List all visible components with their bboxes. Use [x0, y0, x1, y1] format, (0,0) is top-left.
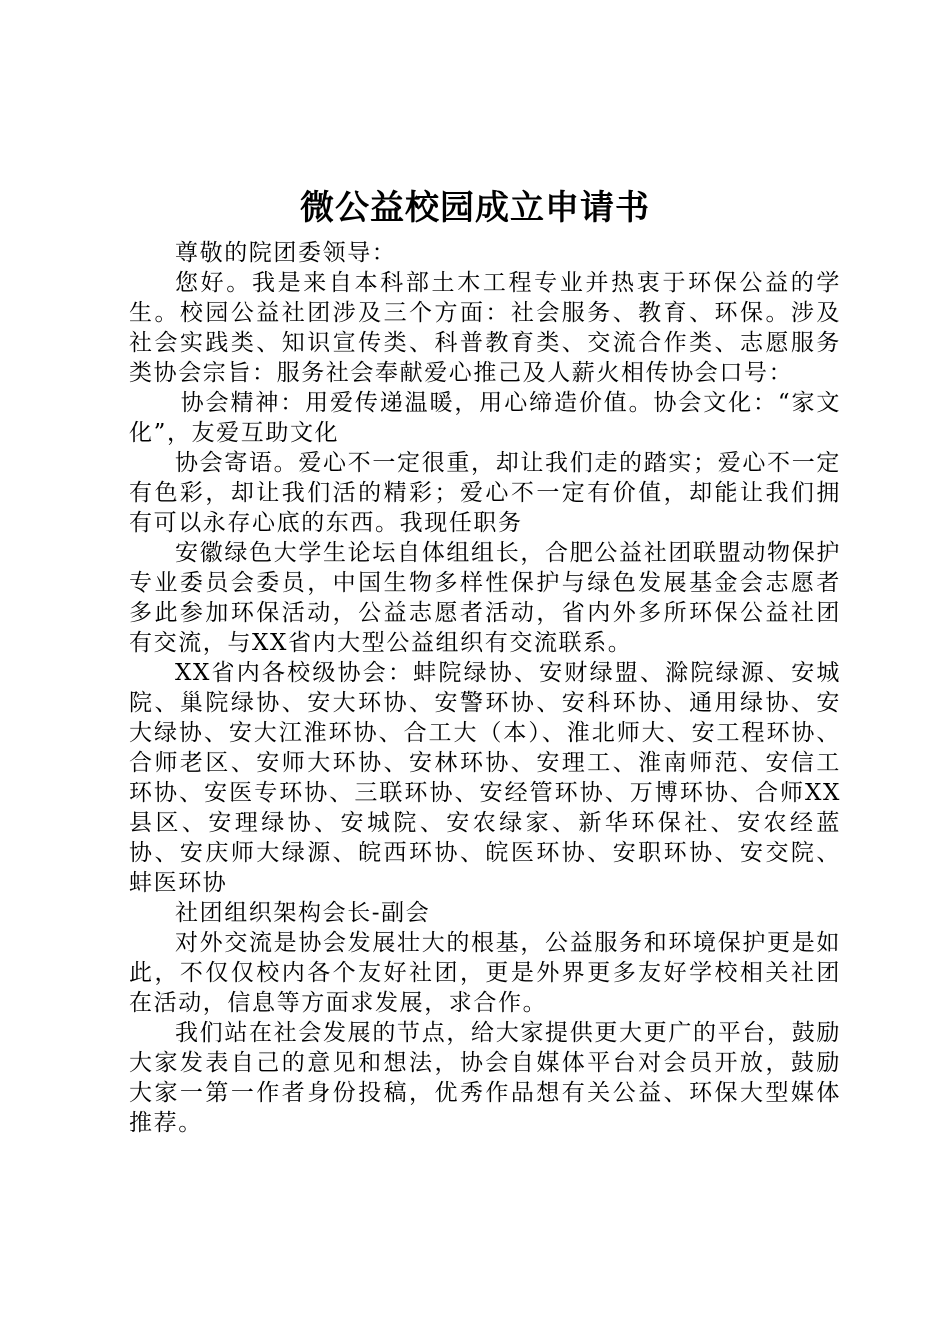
- body-paragraph: 社团组织架构会长-副会: [175, 900, 431, 926]
- body-paragraph: XX省内各校级协会：蚌院绿协、安财绿盟、滁院绿源、安城院、巢院绿协、安大环协、安警环协、安科环协、通用绿协、安大绿协、安大江淮环协、合工大（本）、淮北师大、安工程环协、合师老区、安师大环协、安林环协、安理工、淮南师范、安信工环协、安医专环协、三联环协、安经管环协、万博环协、合师XX县区、安理绿协、安城院、安农绿家、新华环保社、安农经蓝协、安庆师大绿源、皖西环协、皖医环协、安职环协、安交院、蚌医环协: [129, 660, 841, 896]
- body-paragraph: 安徽绿色大学生论坛自体组组长，合肥公益社团联盟动物保护专业委员会委员，中国生物多样性保护与绿色发展基金会志愿者多此参加环保活动，公益志愿者活动，省内外多所环保公益社团有交流，与XX省内大型公益组织有交流联系。: [129, 540, 841, 656]
- document-body: [129, 238, 841, 1138]
- body-paragraph: 我们站在社会发展的节点，给大家提供更大更广的平台，鼓励大家发表自己的意见和想法，协会自媒体平台对会员开放，鼓励大家一第一作者身份投稿，优秀作品想有关公益、环保大型媒体推荐。: [129, 1020, 841, 1136]
- body-paragraph: 协会精神：用爱传递温暖，用心缔造价值。协会文化：“家文化”，友爱互助文化: [129, 390, 841, 446]
- body-paragraph: 协会寄语。爱心不一定很重，却让我们走的踏实；爱心不一定有色彩，却让我们活的精彩；爱心不一定有价值，却能让我们拥有可以永存心底的东西。我现任职务: [129, 450, 841, 536]
- body-paragraph: 对外交流是协会发展壮大的根基，公益服务和环境保护更是如此，不仅仅校内各个友好社团，更是外界更多友好学校相关社团在活动，信息等方面求发展，求合作。: [129, 930, 841, 1016]
- body-paragraph: 您好。我是来自本科部土木工程专业并热衷于环保公益的学生。校园公益社团涉及三个方面：社会服务、教育、环保。涉及社会实践类、知识宣传类、科普教育类、交流合作类、志愿服务类协会宗旨：服务社会奉献爱心推己及人薪火相传协会口号：: [129, 270, 841, 386]
- salutation-paragraph: 尊敬的院团委领导：: [175, 240, 397, 266]
- document-title: 微公益校园成立申请书: [300, 188, 650, 228]
